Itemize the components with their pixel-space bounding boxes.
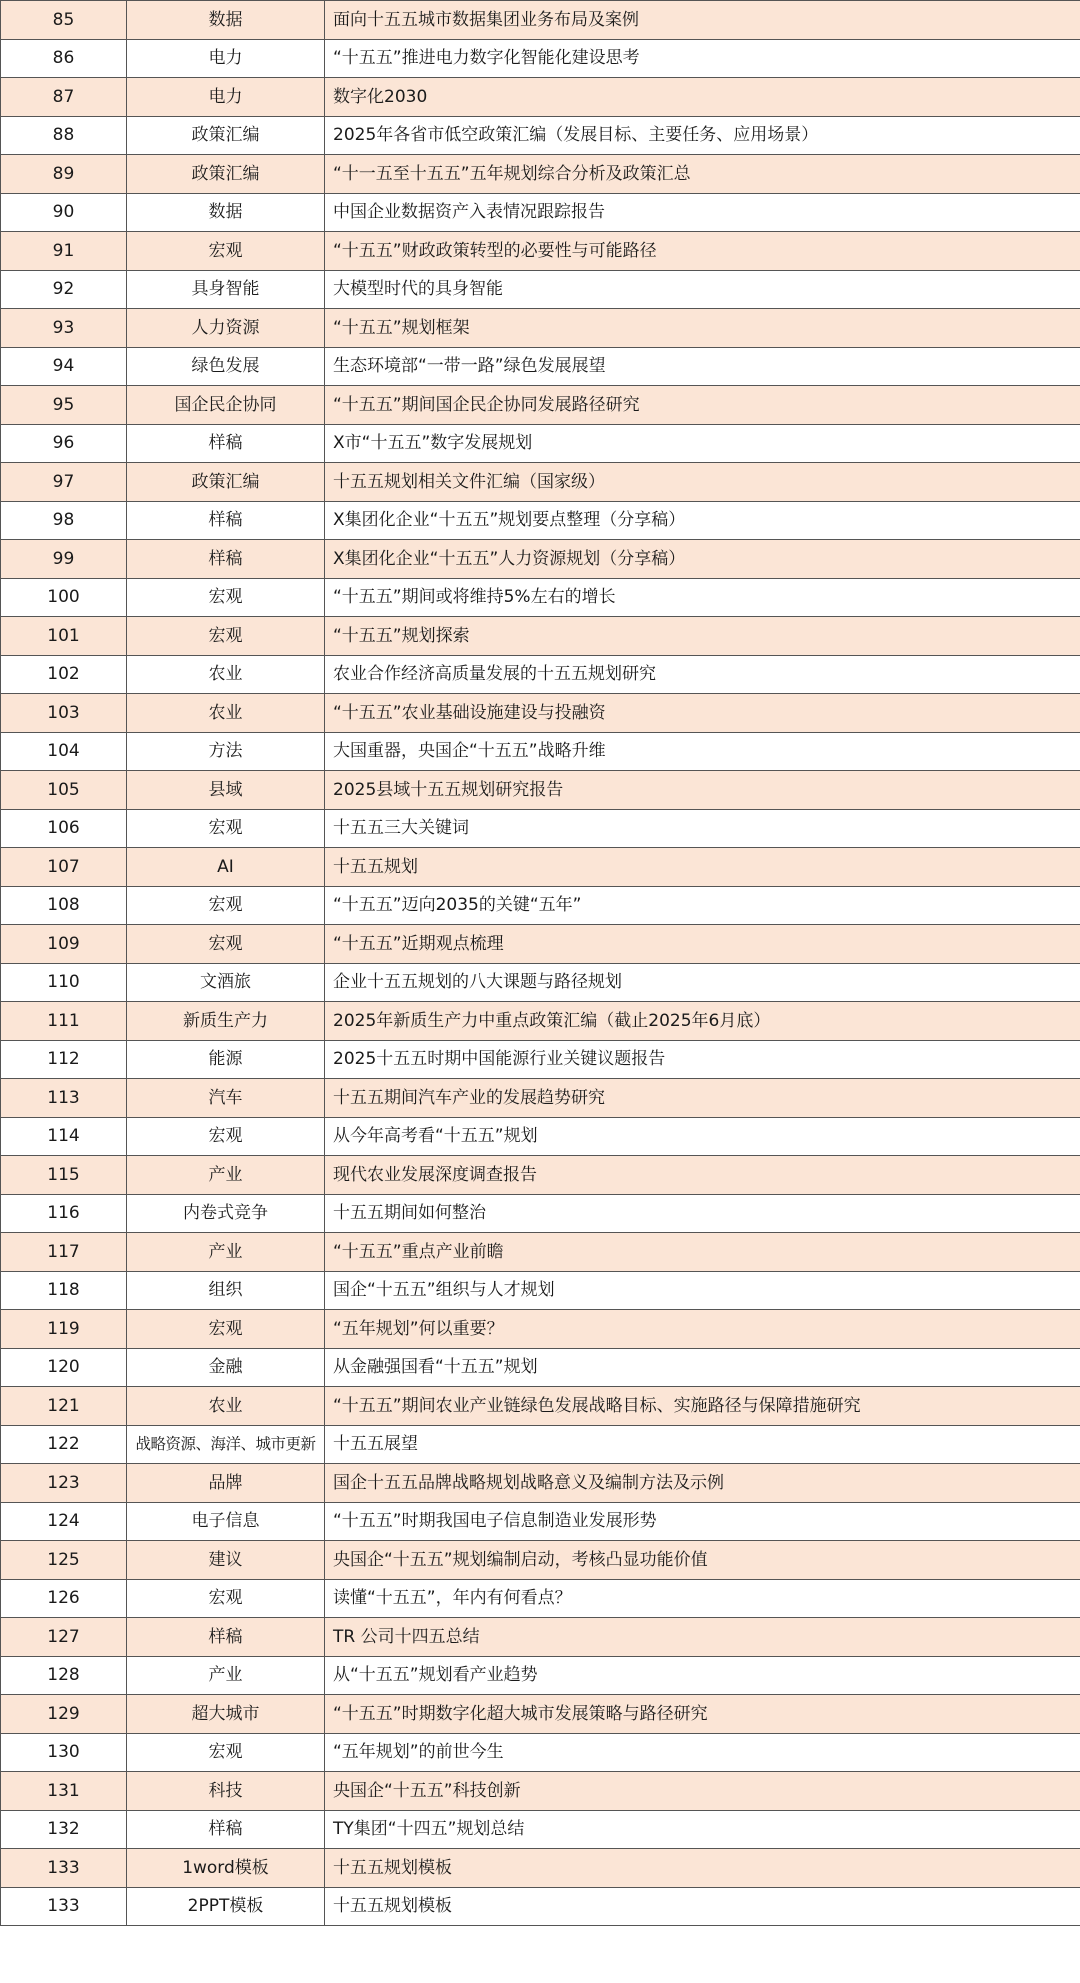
row-category: 样稿 [127, 424, 325, 463]
table-row [1, 1387, 1080, 1426]
row-category: 产业 [127, 1656, 325, 1695]
table-row [1, 1, 1080, 40]
table-row [1, 1849, 1080, 1888]
row-title: 面向十五五城市数据集团业务布局及案例 [325, 1, 1080, 40]
row-category: 国企民企协同 [127, 386, 325, 425]
table-row [1, 1541, 1080, 1580]
row-number: 86 [1, 39, 127, 78]
row-number: 121 [1, 1387, 127, 1426]
row-number: 87 [1, 78, 127, 117]
row-category: 农业 [127, 694, 325, 733]
table-row [1, 732, 1080, 771]
table-row [1, 655, 1080, 694]
row-number: 132 [1, 1810, 127, 1849]
row-number: 111 [1, 1002, 127, 1041]
row-number: 105 [1, 771, 127, 810]
table-row [1, 1271, 1080, 1310]
row-category: 政策汇编 [127, 116, 325, 155]
row-number: 133 [1, 1849, 127, 1888]
row-category: 政策汇编 [127, 463, 325, 502]
table-row [1, 771, 1080, 810]
row-number: 94 [1, 347, 127, 386]
row-title: 十五五规划 [325, 848, 1080, 887]
table-row [1, 925, 1080, 964]
row-category: 宏观 [127, 1733, 325, 1772]
table-row [1, 540, 1080, 579]
table-row [1, 1502, 1080, 1541]
row-number: 131 [1, 1772, 127, 1811]
table-row [1, 1695, 1080, 1734]
row-title: 大模型时代的具身智能 [325, 270, 1080, 309]
row-category: 组织 [127, 1271, 325, 1310]
row-title: 企业十五五规划的八大课题与路径规划 [325, 963, 1080, 1002]
row-title: 十五五规划模板 [325, 1849, 1080, 1888]
row-category: 宏观 [127, 1579, 325, 1618]
row-title: 2025年各省市低空政策汇编（发展目标、主要任务、应用场景） [325, 116, 1080, 155]
row-number: 97 [1, 463, 127, 502]
row-category: 农业 [127, 655, 325, 694]
row-title: “十五五”期间农业产业链绿色发展战略目标、实施路径与保障措施研究 [325, 1387, 1080, 1426]
row-category: 电力 [127, 39, 325, 78]
row-title: 2025县域十五五规划研究报告 [325, 771, 1080, 810]
table-row [1, 232, 1080, 271]
row-title: 从今年高考看“十五五”规划 [325, 1117, 1080, 1156]
row-number: 119 [1, 1310, 127, 1349]
row-title: “十五五”时期数字化超大城市发展策略与路径研究 [325, 1695, 1080, 1734]
row-title: 十五五规划相关文件汇编（国家级） [325, 463, 1080, 502]
row-title: “十一五至十五五”五年规划综合分析及政策汇总 [325, 155, 1080, 194]
table-body [1, 1, 1080, 1926]
row-number: 90 [1, 193, 127, 232]
row-category: 样稿 [127, 1810, 325, 1849]
row-title: 从“十五五”规划看产业趋势 [325, 1656, 1080, 1695]
row-title: 国企“十五五”组织与人才规划 [325, 1271, 1080, 1310]
row-category: 数据 [127, 1, 325, 40]
table-row [1, 886, 1080, 925]
row-category: 科技 [127, 1772, 325, 1811]
table-row [1, 694, 1080, 733]
row-category: AI [127, 848, 325, 887]
row-number: 98 [1, 501, 127, 540]
row-title: “十五五”农业基础设施建设与投融资 [325, 694, 1080, 733]
row-number: 102 [1, 655, 127, 694]
row-category: 文酒旅 [127, 963, 325, 1002]
row-title: 央国企“十五五”规划编制启动，考核凸显功能价值 [325, 1541, 1080, 1580]
row-title: 央国企“十五五”科技创新 [325, 1772, 1080, 1811]
row-category: 电子信息 [127, 1502, 325, 1541]
row-title: “十五五”规划探索 [325, 617, 1080, 656]
table-row [1, 1656, 1080, 1695]
table-row [1, 39, 1080, 78]
table-row [1, 193, 1080, 232]
table-row [1, 1117, 1080, 1156]
row-category: 内卷式竞争 [127, 1194, 325, 1233]
row-number: 96 [1, 424, 127, 463]
row-number: 85 [1, 1, 127, 40]
row-title: X市“十五五”数字发展规划 [325, 424, 1080, 463]
row-title: “十五五”推进电力数字化智能化建设思考 [325, 39, 1080, 78]
row-category: 超大城市 [127, 1695, 325, 1734]
row-number: 125 [1, 1541, 127, 1580]
table-row [1, 78, 1080, 117]
table-row [1, 1348, 1080, 1387]
row-category: 宏观 [127, 1117, 325, 1156]
table-row [1, 1194, 1080, 1233]
row-number: 103 [1, 694, 127, 733]
row-title: “十五五”重点产业前瞻 [325, 1233, 1080, 1272]
table-row [1, 270, 1080, 309]
row-category: 新质生产力 [127, 1002, 325, 1041]
row-number: 116 [1, 1194, 127, 1233]
row-title: 国企十五五品牌战略规划战略意义及编制方法及示例 [325, 1464, 1080, 1503]
row-category: 人力资源 [127, 309, 325, 348]
row-category: 样稿 [127, 501, 325, 540]
table-row [1, 501, 1080, 540]
row-number: 88 [1, 116, 127, 155]
table-row [1, 963, 1080, 1002]
row-title: “十五五”财政政策转型的必要性与可能路径 [325, 232, 1080, 271]
row-number: 92 [1, 270, 127, 309]
table-row [1, 1464, 1080, 1503]
table-row [1, 578, 1080, 617]
row-category: 农业 [127, 1387, 325, 1426]
row-category: 宏观 [127, 1310, 325, 1349]
row-number: 120 [1, 1348, 127, 1387]
row-category: 样稿 [127, 540, 325, 579]
row-number: 118 [1, 1271, 127, 1310]
row-category: 品牌 [127, 1464, 325, 1503]
row-category: 汽车 [127, 1079, 325, 1118]
table-row [1, 1579, 1080, 1618]
row-category: 能源 [127, 1040, 325, 1079]
table-row [1, 1002, 1080, 1041]
row-category: 宏观 [127, 232, 325, 271]
row-number: 113 [1, 1079, 127, 1118]
table-row [1, 809, 1080, 848]
row-category: 数据 [127, 193, 325, 232]
row-title: 十五五期间汽车产业的发展趋势研究 [325, 1079, 1080, 1118]
row-number: 108 [1, 886, 127, 925]
row-title: 十五五三大关键词 [325, 809, 1080, 848]
row-title: 农业合作经济高质量发展的十五五规划研究 [325, 655, 1080, 694]
row-title: “十五五”期间或将维持5%左右的增长 [325, 578, 1080, 617]
row-category: 绿色发展 [127, 347, 325, 386]
row-title: 从金融强国看“十五五”规划 [325, 1348, 1080, 1387]
table-row [1, 116, 1080, 155]
row-title: 中国企业数据资产入表情况跟踪报告 [325, 193, 1080, 232]
row-category: 宏观 [127, 809, 325, 848]
row-number: 115 [1, 1156, 127, 1195]
row-number: 107 [1, 848, 127, 887]
row-category: 金融 [127, 1348, 325, 1387]
row-category: 宏观 [127, 886, 325, 925]
row-number: 91 [1, 232, 127, 271]
row-category: 产业 [127, 1156, 325, 1195]
table-row [1, 1810, 1080, 1849]
row-category: 宏观 [127, 578, 325, 617]
row-category: 样稿 [127, 1618, 325, 1657]
table-row [1, 1156, 1080, 1195]
row-title: 2025十五五时期中国能源行业关键议题报告 [325, 1040, 1080, 1079]
row-category: 建议 [127, 1541, 325, 1580]
row-title: “五年规划”何以重要？ [325, 1310, 1080, 1349]
row-title: 大国重器，央国企“十五五”战略升维 [325, 732, 1080, 771]
row-title: “十五五”规划框架 [325, 309, 1080, 348]
row-category: 宏观 [127, 617, 325, 656]
row-category: 县域 [127, 771, 325, 810]
row-number: 104 [1, 732, 127, 771]
row-number: 93 [1, 309, 127, 348]
row-number: 123 [1, 1464, 127, 1503]
row-number: 130 [1, 1733, 127, 1772]
row-number: 101 [1, 617, 127, 656]
row-number: 127 [1, 1618, 127, 1657]
row-title: TR 公司十四五总结 [325, 1618, 1080, 1657]
row-title: “五年规划”的前世今生 [325, 1733, 1080, 1772]
row-number: 89 [1, 155, 127, 194]
table-row [1, 424, 1080, 463]
row-title: TY集团“十四五”规划总结 [325, 1810, 1080, 1849]
row-category: 方法 [127, 732, 325, 771]
row-number: 129 [1, 1695, 127, 1734]
row-category: 1word模板 [127, 1849, 325, 1888]
row-title: 十五五规划模板 [325, 1887, 1080, 1926]
row-title: 生态环境部“一带一路”绿色发展展望 [325, 347, 1080, 386]
row-number: 122 [1, 1425, 127, 1464]
row-title: X集团化企业“十五五”规划要点整理（分享稿） [325, 501, 1080, 540]
row-number: 99 [1, 540, 127, 579]
row-title: 2025年新质生产力中重点政策汇编（截止2025年6月底） [325, 1002, 1080, 1041]
row-number: 109 [1, 925, 127, 964]
table-row [1, 1310, 1080, 1349]
row-title: “十五五”近期观点梳理 [325, 925, 1080, 964]
row-category: 产业 [127, 1233, 325, 1272]
table-row [1, 347, 1080, 386]
table-row [1, 1233, 1080, 1272]
row-number: 124 [1, 1502, 127, 1541]
row-category: 政策汇编 [127, 155, 325, 194]
row-number: 100 [1, 578, 127, 617]
table-row [1, 1772, 1080, 1811]
row-category: 宏观 [127, 925, 325, 964]
table-row [1, 1887, 1080, 1926]
row-number: 106 [1, 809, 127, 848]
table-row [1, 848, 1080, 887]
row-number: 114 [1, 1117, 127, 1156]
table-row [1, 1425, 1080, 1464]
row-number: 95 [1, 386, 127, 425]
table-row [1, 617, 1080, 656]
row-number: 112 [1, 1040, 127, 1079]
table-row [1, 386, 1080, 425]
row-number: 128 [1, 1656, 127, 1695]
row-title: X集团化企业“十五五”人力资源规划（分享稿） [325, 540, 1080, 579]
table-row [1, 1040, 1080, 1079]
table-row [1, 155, 1080, 194]
row-title: 数字化2030 [325, 78, 1080, 117]
row-number: 110 [1, 963, 127, 1002]
row-category: 电力 [127, 78, 325, 117]
table-row [1, 1079, 1080, 1118]
table-row [1, 1733, 1080, 1772]
row-title: “十五五”时期我国电子信息制造业发展形势 [325, 1502, 1080, 1541]
row-number: 133 [1, 1887, 127, 1926]
row-category: 具身智能 [127, 270, 325, 309]
row-title: “十五五”迈向2035的关键“五年” [325, 886, 1080, 925]
table-row [1, 1618, 1080, 1657]
row-category: 2PPT模板 [127, 1887, 325, 1926]
row-category: 战略资源、海洋、城市更新 [127, 1425, 325, 1464]
table-row [1, 463, 1080, 502]
table-row [1, 309, 1080, 348]
row-title: 十五五展望 [325, 1425, 1080, 1464]
row-number: 126 [1, 1579, 127, 1618]
row-title: 现代农业发展深度调查报告 [325, 1156, 1080, 1195]
row-title: 十五五期间如何整治 [325, 1194, 1080, 1233]
row-title: “十五五”期间国企民企协同发展路径研究 [325, 386, 1080, 425]
row-title: 读懂“十五五”，年内有何看点？ [325, 1579, 1080, 1618]
row-number: 117 [1, 1233, 127, 1272]
